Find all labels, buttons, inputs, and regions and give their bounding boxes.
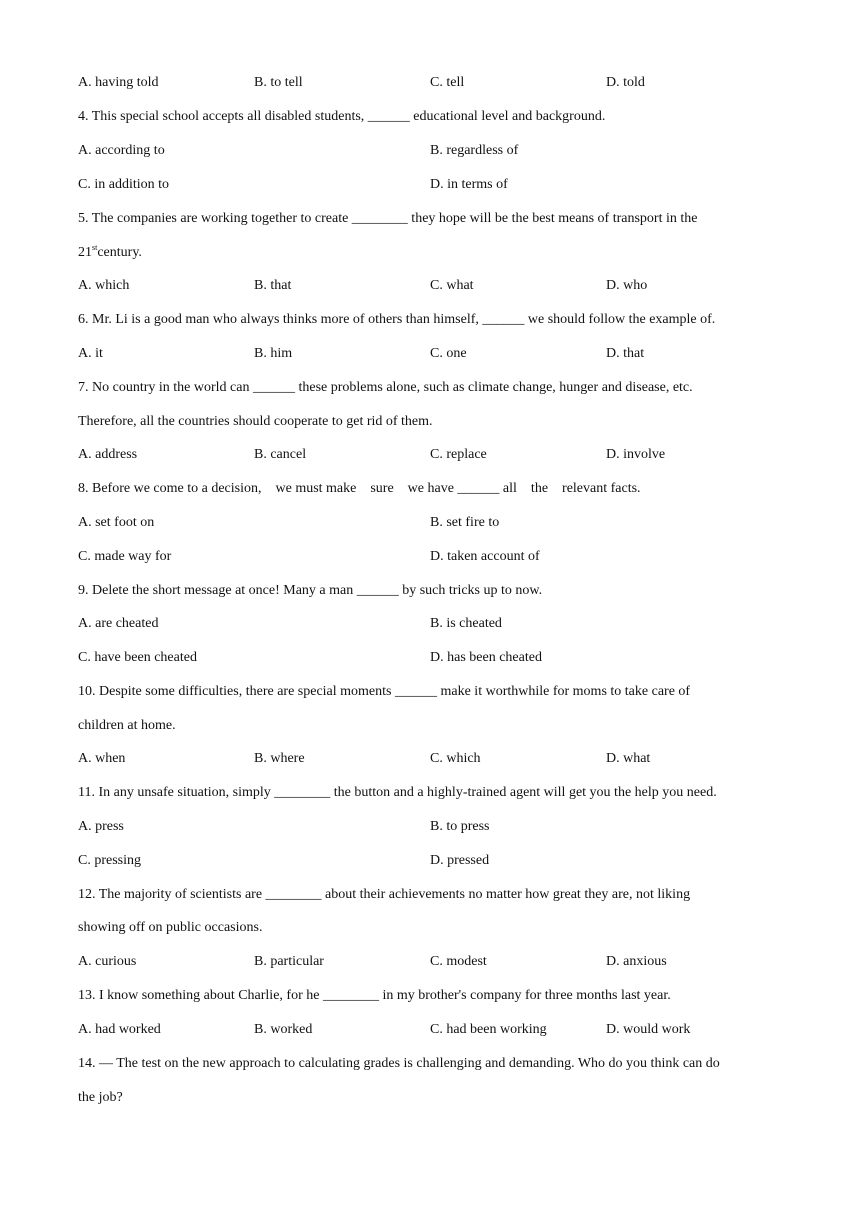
q7-option-c: C. replace — [430, 447, 487, 462]
q5-stem2-suffix: century. — [97, 245, 142, 260]
q9-option-d: D. has been cheated — [430, 650, 542, 665]
q5-stem: 5. The companies are working together to create ________ they hope will be the best means of transport in the — [78, 211, 698, 226]
q3-option-a: A. having told — [78, 75, 159, 90]
q6-option-d: D. that — [606, 346, 645, 361]
q5-option-d: D. who — [606, 278, 648, 293]
q13-stem: 13. I know something about Charlie, for he ________ in my brother's company for three months last year. — [78, 988, 671, 1003]
q12-option-b: B. particular — [254, 954, 324, 969]
q3-option-d: D. told — [606, 75, 645, 90]
q8-option-c: C. made way for — [78, 549, 172, 564]
q14-stem-continued: the job? — [78, 1090, 123, 1105]
q9-option-b: B. is cheated — [430, 616, 502, 631]
q10-stem: 10. Despite some difficulties, there are special moments ______ make it worthwhile for moms to take care of — [78, 684, 691, 699]
q6-option-b: B. him — [254, 346, 293, 361]
q11-option-d: D. pressed — [430, 853, 490, 868]
q12-option-c: C. modest — [430, 954, 487, 969]
q10-stem-continued: children at home. — [78, 718, 176, 733]
q7-stem: 7. No country in the world can ______ these problems alone, such as climate change, hunger and disease, etc. — [78, 380, 693, 395]
q9-stem: 9. Delete the short message at once! Many a man ______ by such tricks up to now. — [78, 583, 543, 598]
q6-stem: 6. Mr. Li is a good man who always thinks more of others than himself, ______ we should follow the example of. — [78, 312, 716, 327]
q3-option-b: B. to tell — [254, 75, 303, 90]
q12-option-a: A. curious — [78, 954, 137, 969]
q11-option-b: B. to press — [430, 819, 490, 834]
q13-option-a: A. had worked — [78, 1022, 161, 1037]
q5-option-b: B. that — [254, 278, 292, 293]
q6-option-c: C. one — [430, 346, 467, 361]
q4-option-b: B. regardless of — [430, 143, 519, 158]
q8-option-d: D. taken account of — [430, 549, 540, 564]
q7-option-d: D. involve — [606, 447, 666, 462]
q12-option-d: D. anxious — [606, 954, 667, 969]
q5-option-c: C. what — [430, 278, 474, 293]
q3-option-c: C. tell — [430, 75, 465, 90]
q8-stem: 8. Before we come to a decision, we must make sure we have ______ all the relevant facts. — [78, 481, 641, 496]
q5-stem2-prefix: 21 — [78, 245, 92, 260]
q5-option-a: A. which — [78, 278, 130, 293]
q11-option-a: A. press — [78, 819, 124, 834]
q13-option-c: C. had been working — [430, 1022, 547, 1037]
q5-stem2-superscript: st — [92, 243, 98, 252]
q4-stem: 4. This special school accepts all disabled students, ______ educational level and background. — [78, 109, 606, 124]
q4-option-c: C. in addition to — [78, 177, 169, 192]
q9-option-c: C. have been cheated — [78, 650, 197, 665]
q13-option-d: D. would work — [606, 1022, 691, 1037]
q13-option-b: B. worked — [254, 1022, 313, 1037]
q14-stem: 14. — The test on the new approach to calculating grades is challenging and demanding. Who do you think can do — [78, 1056, 720, 1071]
q10-option-b: B. where — [254, 751, 305, 766]
q6-option-a: A. it — [78, 346, 103, 361]
q11-stem: 11. In any unsafe situation, simply ________ the button and a highly-trained agent will get you the help you need. — [78, 785, 717, 800]
q4-option-a: A. according to — [78, 143, 165, 158]
q12-stem-continued: showing off on public occasions. — [78, 920, 263, 935]
q10-option-a: A. when — [78, 751, 126, 766]
q9-option-a: A. are cheated — [78, 616, 159, 631]
q8-option-b: B. set fire to — [430, 515, 500, 530]
q4-option-d: D. in terms of — [430, 177, 508, 192]
q8-option-a: A. set foot on — [78, 515, 155, 530]
q7-stem-continued: Therefore, all the countries should cooperate to get rid of them. — [78, 414, 433, 429]
q7-option-b: B. cancel — [254, 447, 307, 462]
q10-option-d: D. what — [606, 751, 651, 766]
q5-stem-continued — [78, 244, 142, 262]
q7-option-a: A. address — [78, 447, 138, 462]
q12-stem: 12. The majority of scientists are ________ about their achievements no matter how great they are, not liking — [78, 887, 691, 902]
q11-option-c: C. pressing — [78, 853, 141, 868]
q10-option-c: C. which — [430, 751, 481, 766]
